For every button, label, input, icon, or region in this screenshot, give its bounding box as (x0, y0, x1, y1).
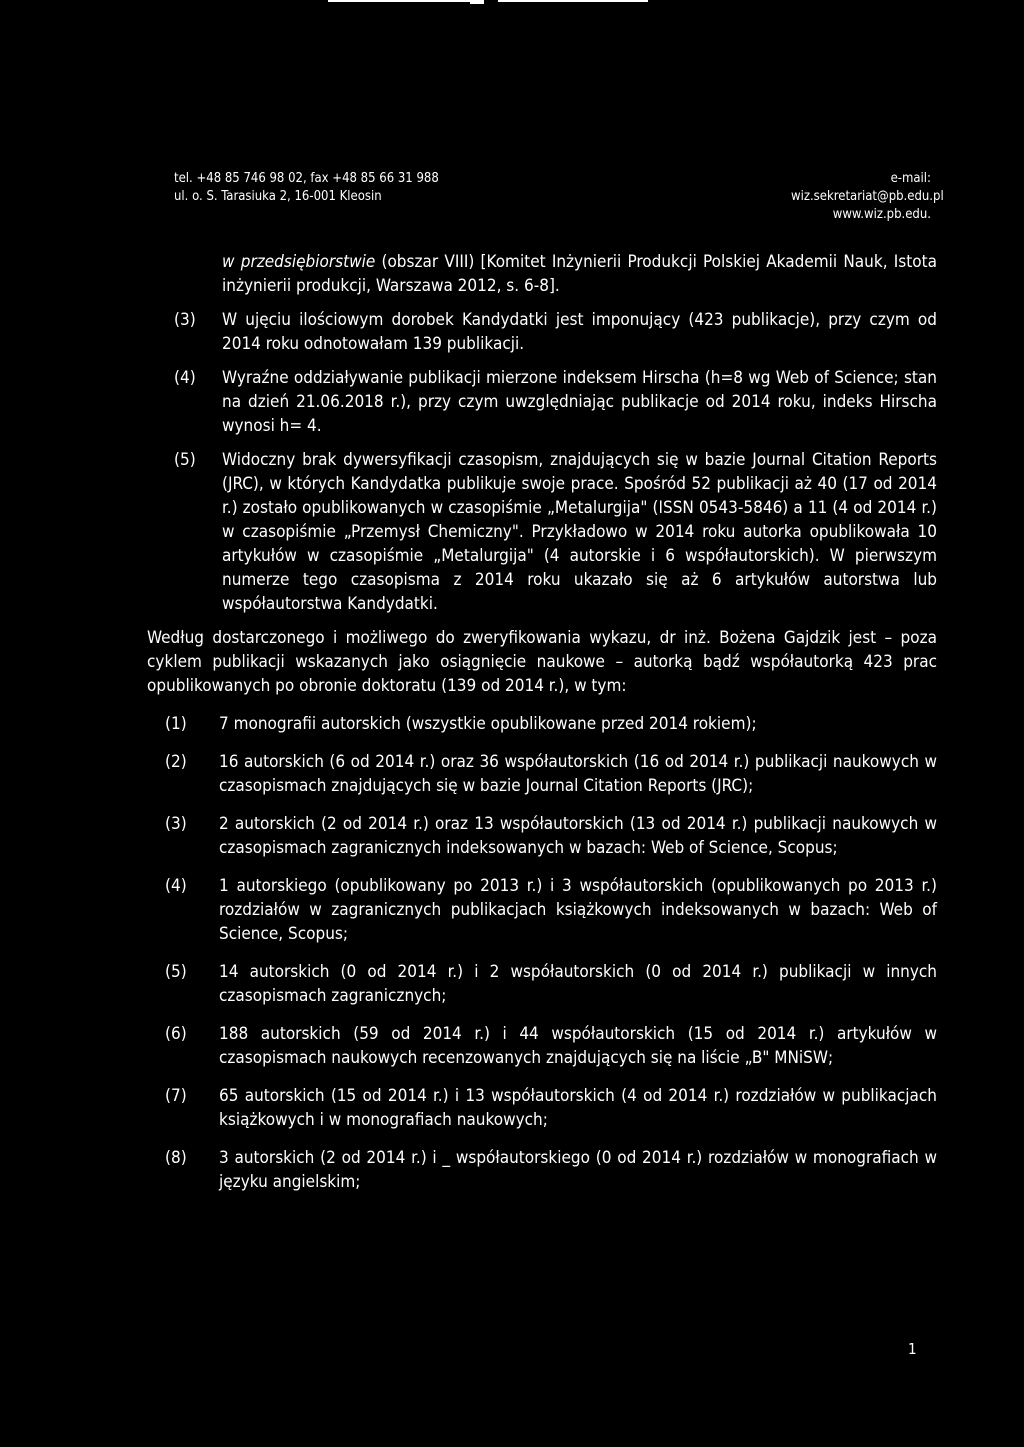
publication-list (147, 712, 937, 1194)
header-phone: tel. +48 85 746 98 02, fax +48 85 66 31 988 (174, 171, 439, 186)
list-item (147, 874, 937, 946)
list-text: 14 autorskich (0 od 2014 r.) i 2 współautorskich (0 od 2014 r.) publikacji w innych czasopismach zagranicznych; (219, 962, 937, 1006)
list-text: 188 autorskich (59 od 2014 r.) i 44 współautorskich (15 od 2014 r.) artykułów w czasopismach naukowych recenzowanych znajdujących się na liście „B" MNiSW; (219, 1024, 937, 1068)
top-rule-notch (470, 0, 484, 4)
list-number: (3) (165, 814, 187, 834)
continued-item (147, 250, 937, 298)
header-contact (174, 170, 439, 206)
top-rule-right (498, 0, 648, 2)
list-item (147, 812, 937, 860)
point-text: Widoczny brak dywersyfikacji czasopism, znajdujących się w bazie Journal Citation Reports (JRC), w których Kandydatka publikuje swoje prace. Spośród 52 publikacji aż 40 (17 od 2014 r.) zostało opublikowanych w czasopiśmie „Metalurgija" (ISSN 0543-5846) a 11 (4 od 2014 r.) w czasopiśmie „Przemysł Chemiczny". Przykładowo w 2014 roku autorka opublikowała 10 artykułów w czasopiśmie „Metalurgija" (4 autorskie i 6 współautorskich). W pierwszym numerze tego czasopisma z 2014 roku ukazało się aż 6 artykułów autorstwa lub współautorstwa Kandydatki. (222, 450, 937, 614)
point-text: Wyraźne oddziaływanie publikacji mierzone indeksem Hirscha (h=8 wg Web of Science; stan na dzień 21.06.2018 r.), przy czym uwzględniając publikacje od 2014 roku, indeks Hirscha wynosi h= 4. (222, 368, 937, 436)
list-number: (6) (165, 1024, 187, 1044)
point-number: (3) (174, 310, 196, 330)
list-text: 2 autorskich (2 od 2014 r.) oraz 13 współautorskich (13 od 2014 r.) publikacji naukowych w czasopismach zagranicznych indeksowanych w bazach: Web of Science, Scopus; (219, 814, 937, 858)
list-item (147, 750, 937, 798)
list-number: (2) (165, 752, 187, 772)
list-item (147, 712, 937, 736)
list-text: 16 autorskich (6 od 2014 r.) oraz 36 współautorskich (16 od 2014 r.) publikacji naukowych w czasopismach znajdujących się w bazie Journal Citation Reports (JRC); (219, 752, 937, 796)
assessment-point (147, 308, 937, 356)
assessment-point (147, 366, 937, 438)
summary-paragraph: Według dostarczonego i możliwego do zweryfikowania wykazu, dr inż. Bożena Gajdzik jest – poza cyklem publikacji wskazanych jako osiągnięcie naukowe – autorką bądź współautorką 423 prac opublikowanych po obronie doktoratu (139 od 2014 r.), w tym: (147, 628, 937, 696)
point-number: (4) (174, 368, 196, 388)
header-website: www.wiz.pb.edu. (832, 207, 931, 222)
list-number: (5) (165, 962, 187, 982)
list-item (147, 960, 937, 1008)
list-text: 1 autorskiego (opublikowany po 2013 r.) i 3 współautorskich (opublikowanych po 2013 r.) rozdziałów w zagranicznych publikacjach książkowych indeksowanych w bazach: Web of Science, Scopus; (219, 876, 937, 944)
assessment-point (147, 448, 937, 616)
list-item (147, 1146, 937, 1194)
list-text: 7 monografii autorskich (wszystkie opublikowane przed 2014 rokiem); (219, 714, 757, 734)
continued-item-italic: w przedsiębiorstwie (222, 252, 376, 272)
list-number: (1) (165, 714, 187, 734)
continued-item-text: (obszar VIII) [Komitet Inżynierii Produkcji Polskiej Akademii Nauk, Istota inżynierii produkcji, Warszawa 2012, s. 6-8]. (222, 252, 937, 296)
list-number: (4) (165, 876, 187, 896)
header-web (791, 170, 944, 224)
list-text: 65 autorskich (15 od 2014 r.) i 13 współautorskich (4 od 2014 r.) rozdziałów w publikacjach książkowych i w monografiach naukowych; (219, 1086, 937, 1130)
header-email: e-mail: wiz.sekretariat@pb.edu.pl (791, 171, 944, 204)
top-rule-left (328, 0, 476, 2)
list-number: (8) (165, 1148, 187, 1168)
point-text: W ujęciu ilościowym dorobek Kandydatki jest imponujący (423 publikacje), przy czym od 2014 roku odnotowałam 139 publikacji. (222, 310, 937, 354)
list-text: 3 autorskich (2 od 2014 r.) i _ współautorskiego (0 od 2014 r.) rozdziałów w monografiach w języku angielskim; (219, 1148, 937, 1192)
document-body (147, 250, 937, 1208)
list-number: (7) (165, 1086, 187, 1106)
list-item (147, 1022, 937, 1070)
point-number: (5) (174, 450, 196, 470)
header-address: ul. o. S. Tarasiuka 2, 16-001 Kleosin (174, 189, 382, 204)
page-number: 1 (908, 1340, 917, 1358)
list-item (147, 1084, 937, 1132)
